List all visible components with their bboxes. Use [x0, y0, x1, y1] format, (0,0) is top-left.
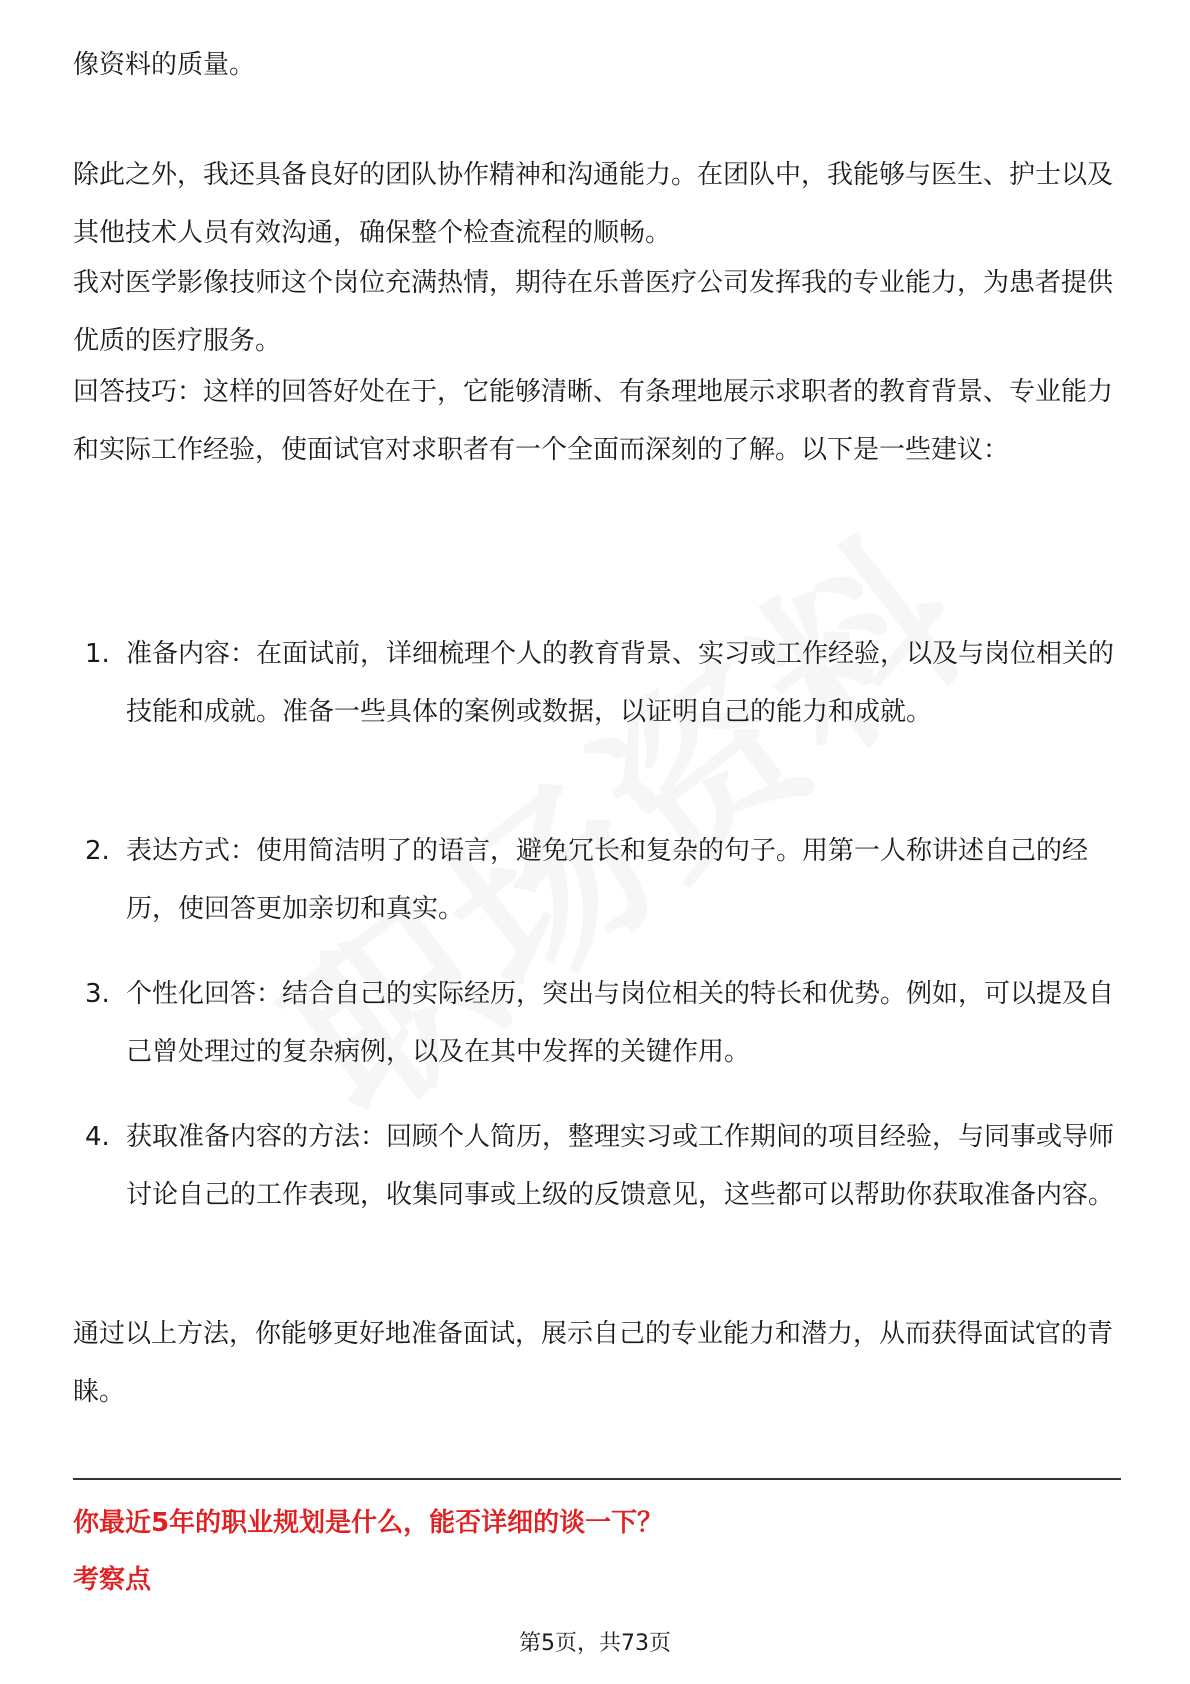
question-heading: 你最近5年的职业规划是什么，能否详细的谈一下？ [73, 1508, 664, 1538]
paragraph-conclusion: 通过以上方法，你能够更好地准备面试，展示自己的专业能力和潜力，从而获得面试官的青睐。 [73, 1319, 1114, 1407]
page-number: 第5页，共73页 [519, 1631, 671, 1656]
watermark [170, 480, 1070, 1040]
list-item-text: 获取准备内容的方法：回顾个人简历，整理实习或工作期间的项目经验，与同事或导师讨论自己的工作表现，收集同事或上级的反馈意见，这些都可以帮助你获取准备内容。 [126, 1122, 1115, 1210]
list-number: 3. [85, 979, 110, 1009]
watermark-text [181, 432, 1058, 1201]
section-divider [73, 1478, 1121, 1480]
section-label: 考察点 [73, 1565, 152, 1595]
paragraph-answer-tips: 回答技巧：这样的回答好处在于，它能够清晰、有条理地展示求职者的教育背景、专业能力和实际工作经验，使面试官对求职者有一个全面而深刻的了解。以下是一些建议： [73, 377, 1114, 465]
paragraph-continuation: 像资料的质量。 [73, 50, 256, 80]
list-number: 4. [85, 1122, 110, 1152]
list-item-text: 个性化回答：结合自己的实际经历，突出与岗位相关的特长和优势。例如，可以提及自己曾处理过的复杂病例，以及在其中发挥的关键作用。 [126, 979, 1115, 1067]
list-item-text: 表达方式：使用简洁明了的语言，避免冗长和复杂的句子。用第一人称讲述自己的经历，使回答更加亲切和真实。 [126, 836, 1089, 924]
list-item-text: 准备内容：在面试前，详细梳理个人的教育背景、实习或工作经验，以及与岗位相关的技能和成就。准备一些具体的案例或数据，以证明自己的能力和成就。 [126, 639, 1115, 727]
paragraph-teamwork: 除此之外，我还具备良好的团队协作精神和沟通能力。在团队中，我能够与医生、护士以及其他技术人员有效沟通，确保整个检查流程的顺畅。 [73, 160, 1114, 248]
paragraph-enthusiasm: 我对医学影像技师这个岗位充满热情，期待在乐普医疗公司发挥我的专业能力，为患者提供优质的医疗服务。 [73, 268, 1114, 356]
list-number: 2. [85, 836, 110, 866]
list-number: 1. [85, 639, 110, 669]
